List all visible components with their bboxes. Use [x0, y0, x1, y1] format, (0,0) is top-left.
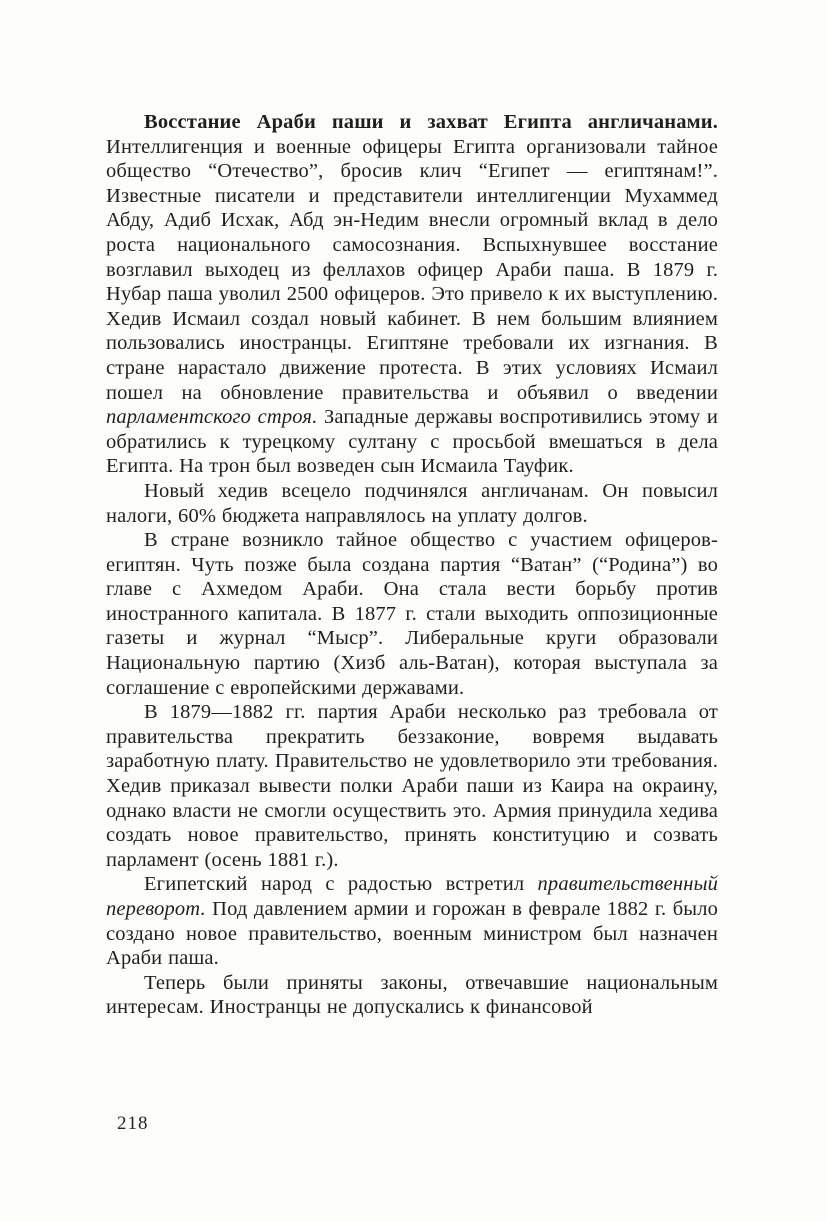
- text-run-normal: В 1879—1882 гг. партия Араби несколько раз требовала от правительства прекратить беззаконие, вовремя выдавать заработную плату. Правительство не удовлетворило эти требования. Хедив приказал вывести полки Араби паши из Каира на окраину, однако власти не смогли осуществить это. Армия принудила хедива создать новое правительство, принять конституцию и созвать парламент (осень 1881 г.).: [106, 701, 718, 871]
- paragraph: [106, 700, 718, 872]
- text-run-normal: Теперь были приняты законы, отвечавшие национальным интересам. Иностранцы не допускались к финансовой: [106, 971, 718, 1019]
- paragraph: [106, 110, 718, 479]
- paragraph: [106, 479, 718, 528]
- text-run-normal: Новый хедив всецело подчинялся англичанам. Он повысил налоги, 60% бюджета направлялось на уплату долгов.: [106, 479, 718, 527]
- text-run-italic: правительственный переворот.: [106, 873, 718, 920]
- paragraph: [106, 971, 718, 1020]
- text-run-bold: Восстание Араби паши и захват Египта англичанами.: [144, 111, 718, 133]
- text-run-normal: В стране возникло тайное общество с участием офицеров-египтян. Чуть позже была создана партия “Ватан” (“Родина”) во главе с Ахмедом Араби. Она стала вести борьбу против иностранного капитала. В 1877 г. стали выходить оппозиционные газеты и журнал “Мыср”. Либеральные круги образовали Национальную партию (Хизб аль-Ватан), которая выступала за соглашение с европейскими державами.: [106, 529, 718, 699]
- text-run-normal: Под давлением армии и горожан в феврале 1882 г. было создано новое правительство, военным министром был назначен Араби паша.: [106, 898, 718, 970]
- paragraph: [106, 872, 718, 970]
- text-run-normal: Египетский народ с радостью встретил: [144, 873, 538, 896]
- text-run-italic: парламентского строя.: [106, 406, 318, 429]
- paragraph: [106, 528, 718, 700]
- text-run-normal: Интеллигенция и военные офицеры Египта организовали тайное общество “Отечество”, бросив клич “Египет — египтянам!”. Известные писатели и представители интеллигенции Мухаммед Абду, Адиб Исхак, Абд эн-Недим внесли огромный вклад в дело роста национального самосознания. Вспыхнувшее восстание возглавил выходец из феллахов офицер Араби паша. В 1879 г. Нубар паша уволил 2500 офицеров. Это привело к их выступлению. Хедив Исмаил создал новый кабинет. В нем большим влиянием пользовались иностранцы. Египтяне требовали их изгнания. В стране нарастало движение протеста. В этих условиях Исмаил пошел на обновление правительства и объявил о введении: [106, 135, 718, 404]
- text-column: [106, 110, 718, 1020]
- text-run-normal: Западные державы воспротивились этому и обратились к турецкому султану с просьбой вмешаться в дела Египта. На трон был возведен сын Исмаила Тауфик.: [106, 406, 718, 478]
- page-number: 218: [117, 1113, 149, 1134]
